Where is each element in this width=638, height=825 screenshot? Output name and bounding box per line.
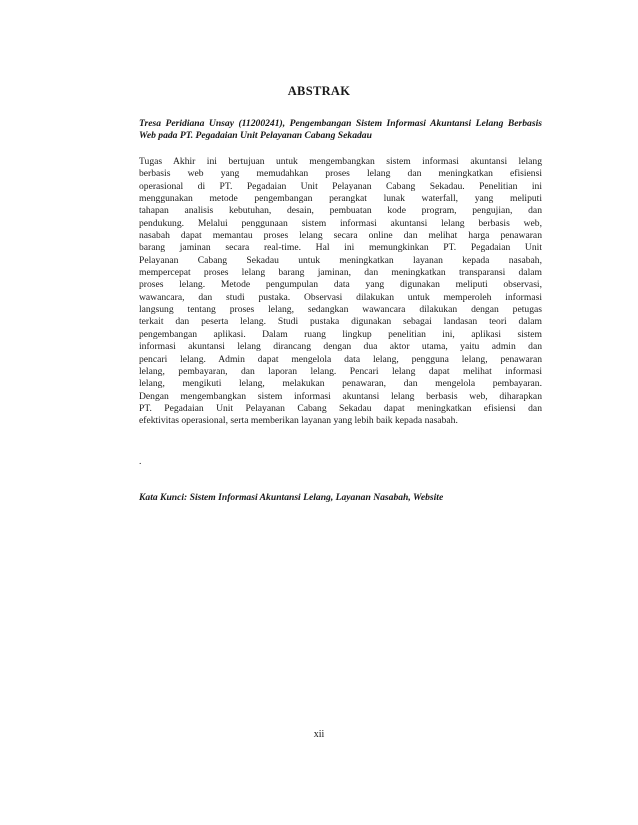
keywords: Kata Kunci: Sistem Informasi Akuntansi Lelang, Layanan Nasabah, Website (139, 492, 444, 503)
abstract-line: Tugas Akhir ini bertujuan untuk mengembangkan sistem informasi akuntansi lelang (139, 156, 542, 167)
abstract-line: informasi akuntansi lelang dirancang dengan dua aktor utama, yaitu admin dan (139, 341, 542, 353)
abstract-line: menggunakan metode pengembangan perangkat lunak waterfall, yang meliputi (139, 193, 542, 205)
abstract-line: Pelayanan Cabang Sekadau untuk meningkatkan layanan kepada nasabah, (139, 254, 542, 266)
page-title: ABSTRAK (287, 84, 351, 98)
stray-period: . (139, 456, 142, 467)
abstract-line: pencari lelang. Admin dapat mengelola data lelang, pengguna lelang, penawaran (139, 353, 542, 365)
abstract-line: berbasis web yang memudahkan proses lelang dan meningkatkan efisiensi (139, 168, 542, 180)
abstract-line: operasional di PT. Pegadaian Unit Pelayanan Cabang Sekadau. Penelitian ini (139, 180, 542, 192)
abstract-line: wawancara, dan studi pustaka. Observasi dilakukan untuk memperoleh informasi (139, 291, 542, 303)
abstract-line: Dengan mengembangkan sistem informasi akuntansi lelang berbasis web, diharapkan (139, 390, 542, 402)
abstract-body (139, 156, 542, 428)
abstract-line: proses lelang. Metode pengumpulan data yang digunakan meliputi observasi, (139, 279, 542, 291)
abstract-line: mempercepat proses lelang barang jaminan, dan meningkatkan transparansi dalam (139, 267, 542, 279)
author-citation: Tresa Peridiana Unsay (11200241), Pengembangan Sistem Informasi Akuntansi Lelang Berbasis Web pada PT. Pegadaian Unit Pelayanan Cabang Sekadau (139, 118, 542, 142)
abstract-line: PT. Pegadaian Unit Pelayanan Cabang Sekadau dapat meningkatkan efisiensi dan (139, 402, 542, 414)
page-number: xii (313, 729, 325, 740)
abstract-line: tahapan analisis kebutuhan, desain, pembuatan kode program, pengujian, dan (139, 205, 542, 217)
abstract-line: pengembangan aplikasi. Dalam ruang lingkup penelitian ini, aplikasi sistem (139, 328, 542, 340)
abstract-line: barang jaminan secara real-time. Hal ini memungkinkan PT. Pegadaian Unit (139, 242, 542, 254)
abstract-line: lelang, pembayaran, dan laporan lelang. Pencari lelang dapat melihat informasi (139, 365, 542, 377)
abstract-line: terkait dan peserta lelang. Studi pustaka digunakan sebagai landasan teori dalam (139, 316, 542, 328)
abstract-line: lelang, mengikuti lelang, melakukan penawaran, dan mengelola pembayaran. (139, 378, 542, 390)
abstract-line: pendukung. Melalui penggunaan sistem informasi akuntansi lelang berbasis web, (139, 217, 542, 229)
abstract-line: nasabah dapat memantau proses lelang secara online dan melihat harga penawaran (139, 230, 542, 242)
abstract-line: langsung tentang proses lelang, sedangkan wawancara dilakukan dengan petugas (139, 304, 542, 316)
abstract-line: efektivitas operasional, serta memberikan layanan yang lebih baik kepada nasabah. (139, 415, 458, 427)
